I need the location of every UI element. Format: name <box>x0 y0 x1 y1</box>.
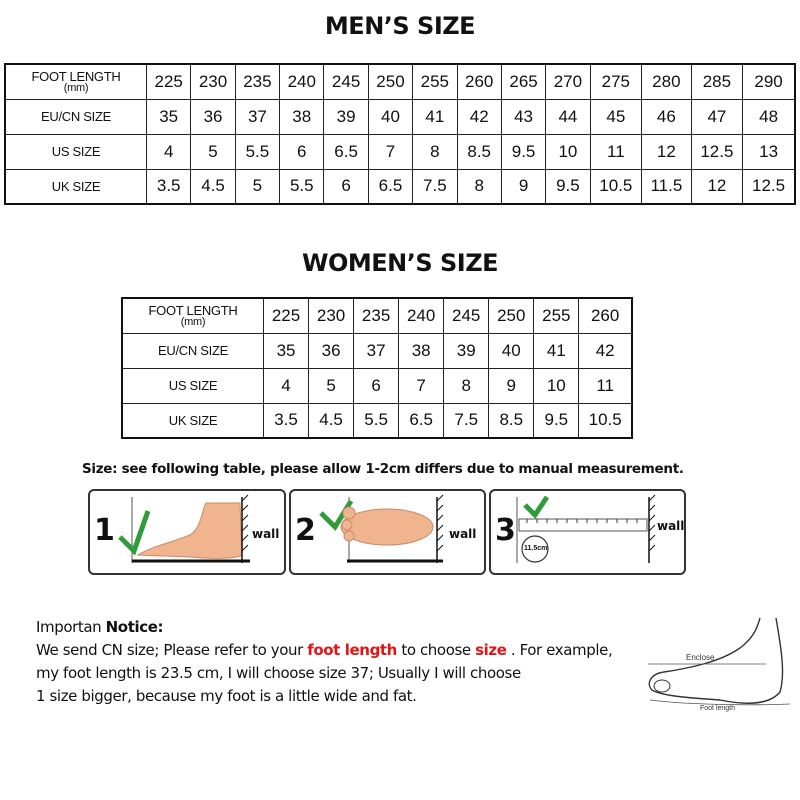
size-cell: 10.5 <box>590 169 641 204</box>
step-number: 1 <box>94 513 115 548</box>
size-cell: 40 <box>368 99 412 134</box>
row-label: EU/CN SIZE <box>122 333 264 368</box>
row-label: UK SIZE <box>5 169 147 204</box>
size-cell: 11 <box>590 134 641 169</box>
size-cell: 38 <box>280 99 324 134</box>
size-cell: 41 <box>413 99 457 134</box>
row-label: US SIZE <box>5 134 147 169</box>
size-cell: 42 <box>457 99 501 134</box>
measurement-note: Size: see following table, please allow 1-2cm differs due to manual measurement. <box>82 461 684 477</box>
size-cell: 250 <box>489 298 534 333</box>
size-cell: 12 <box>691 169 742 204</box>
size-cell: 4 <box>147 134 191 169</box>
size-cell: 10 <box>546 134 590 169</box>
size-cell: 38 <box>399 333 444 368</box>
size-cell: 4.5 <box>309 403 354 438</box>
foot-length-label: Foot length <box>700 705 736 712</box>
size-cell: 12 <box>642 134 692 169</box>
size-cell: 41 <box>534 333 579 368</box>
size-cell: 46 <box>642 99 692 134</box>
enclose-label: Enclose <box>686 653 715 662</box>
notice-heading: Importan Notice: <box>36 618 164 636</box>
size-cell: 45 <box>590 99 641 134</box>
step-2-panel <box>289 489 486 575</box>
size-cell: 47 <box>691 99 742 134</box>
size-cell: 35 <box>147 99 191 134</box>
size-cell: 7 <box>368 134 412 169</box>
size-cell: 12.5 <box>691 134 742 169</box>
size-cell: 270 <box>546 64 590 99</box>
row-label: FOOT LENGTH (mm) <box>122 298 264 333</box>
size-cell: 6.5 <box>399 403 444 438</box>
size-cell: 36 <box>309 333 354 368</box>
notice-text <box>36 616 636 708</box>
size-cell: 6 <box>324 169 368 204</box>
size-cell: 11.5 <box>642 169 692 204</box>
women-size-title: WOMEN’S SIZE <box>301 249 498 277</box>
size-cell: 7.5 <box>444 403 489 438</box>
size-cell: 5 <box>309 368 354 403</box>
step-3-panel <box>489 489 686 575</box>
size-cell: 40 <box>489 333 534 368</box>
wall-label: wall <box>657 519 685 533</box>
size-cell: 240 <box>280 64 324 99</box>
size-cell: 8.5 <box>457 134 501 169</box>
size-cell: 8.5 <box>489 403 534 438</box>
size-cell: 5.5 <box>235 134 279 169</box>
size-cell: 275 <box>590 64 641 99</box>
size-cell: 9.5 <box>546 169 590 204</box>
step-number: 2 <box>295 513 316 548</box>
size-cell: 39 <box>324 99 368 134</box>
size-cell: 8 <box>444 368 489 403</box>
size-cell: 5.5 <box>280 169 324 204</box>
size-cell: 6 <box>354 368 399 403</box>
size-cell: 7 <box>399 368 444 403</box>
size-cell: 285 <box>691 64 742 99</box>
size-cell: 265 <box>501 64 545 99</box>
wall-label: wall <box>449 527 477 541</box>
wall-label: wall <box>252 527 280 541</box>
size-cell: 37 <box>235 99 279 134</box>
size-cell: 250 <box>368 64 412 99</box>
step-1-panel <box>88 489 286 575</box>
table-row <box>5 64 795 99</box>
size-cell: 230 <box>309 298 354 333</box>
size-cell: 260 <box>457 64 501 99</box>
checkmark-icon <box>120 511 148 551</box>
table-row <box>5 169 795 204</box>
size-cell: 240 <box>399 298 444 333</box>
size-cell: 235 <box>235 64 279 99</box>
size-cell: 4 <box>264 368 309 403</box>
men-size-title: MEN’S SIZE <box>324 12 476 40</box>
size-cell: 3.5 <box>147 169 191 204</box>
size-cell: 9.5 <box>534 403 579 438</box>
size-cell: 42 <box>579 333 632 368</box>
size-cell: 13 <box>743 134 795 169</box>
size-cell: 5.5 <box>354 403 399 438</box>
size-cell: 12.5 <box>743 169 795 204</box>
size-cell: 44 <box>546 99 590 134</box>
size-cell: 9 <box>501 169 545 204</box>
notice-line-2: my foot length is 23.5 cm, I will choose size 37; Usually I will choose <box>36 664 521 682</box>
table-row <box>5 134 795 169</box>
size-cell: 260 <box>579 298 632 333</box>
size-cell: 43 <box>501 99 545 134</box>
size-cell: 9 <box>489 368 534 403</box>
size-cell: 280 <box>642 64 692 99</box>
table-row <box>122 333 632 368</box>
size-cell: 245 <box>324 64 368 99</box>
notice-line-1: We send CN size; Please refer to your foot length to choose size . For example, <box>36 641 613 659</box>
size-cell: 35 <box>264 333 309 368</box>
size-cell: 10 <box>534 368 579 403</box>
size-cell: 9.5 <box>501 134 545 169</box>
row-label: UK SIZE <box>122 403 264 438</box>
table-row <box>122 403 632 438</box>
step-number: 3 <box>495 513 516 548</box>
women-size-table <box>121 297 633 439</box>
size-cell: 5 <box>191 134 235 169</box>
size-cell: 3.5 <box>264 403 309 438</box>
ruler-readout: 11.5cm <box>524 545 548 552</box>
notice-line-3: 1 size bigger, because my foot is a little wide and fat. <box>36 687 417 705</box>
size-cell: 8 <box>413 134 457 169</box>
size-cell: 39 <box>444 333 489 368</box>
size-cell: 5 <box>235 169 279 204</box>
size-cell: 4.5 <box>191 169 235 204</box>
size-cell: 7.5 <box>413 169 457 204</box>
size-cell: 225 <box>147 64 191 99</box>
size-cell: 245 <box>444 298 489 333</box>
size-cell: 37 <box>354 333 399 368</box>
size-cell: 255 <box>413 64 457 99</box>
size-cell: 235 <box>354 298 399 333</box>
size-cell: 8 <box>457 169 501 204</box>
size-cell: 48 <box>743 99 795 134</box>
size-cell: 230 <box>191 64 235 99</box>
size-cell: 11 <box>579 368 632 403</box>
table-row <box>122 368 632 403</box>
table-row <box>5 99 795 134</box>
size-cell: 6 <box>280 134 324 169</box>
ruler-illustration <box>491 491 684 573</box>
row-label: FOOT LENGTH (mm) <box>5 64 147 99</box>
checkmark-icon <box>525 497 547 515</box>
size-cell: 6.5 <box>368 169 412 204</box>
table-row <box>122 298 632 333</box>
men-size-table <box>4 63 796 205</box>
size-cell: 255 <box>534 298 579 333</box>
foot-outline-illustration <box>640 612 796 712</box>
row-label: EU/CN SIZE <box>5 99 147 134</box>
row-label: US SIZE <box>122 368 264 403</box>
size-cell: 10.5 <box>579 403 632 438</box>
size-cell: 225 <box>264 298 309 333</box>
size-cell: 36 <box>191 99 235 134</box>
size-cell: 290 <box>743 64 795 99</box>
size-cell: 6.5 <box>324 134 368 169</box>
